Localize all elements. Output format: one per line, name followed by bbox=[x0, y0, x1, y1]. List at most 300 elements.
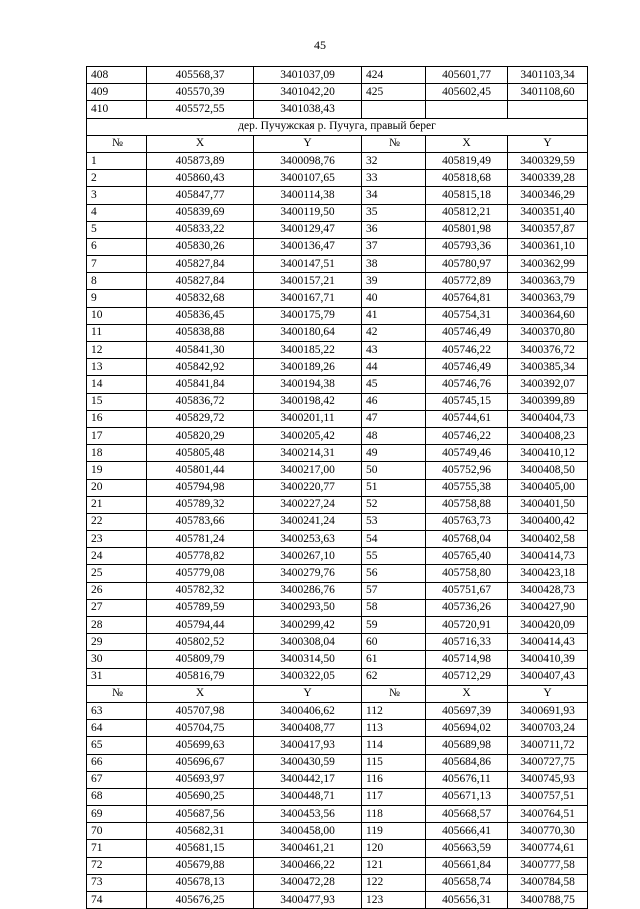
header-point-number: № bbox=[87, 135, 147, 152]
point-number: 17 bbox=[87, 427, 147, 444]
table-row bbox=[87, 273, 588, 290]
x-coordinate: 405696,67 bbox=[147, 754, 254, 771]
x-coordinate: 405816,79 bbox=[147, 668, 254, 685]
x-coordinate: 405860,43 bbox=[147, 170, 254, 187]
y-coordinate: 3400764,51 bbox=[508, 806, 588, 823]
y-coordinate: 3400401,50 bbox=[508, 496, 588, 513]
x-coordinate: 405841,30 bbox=[147, 342, 254, 359]
y-coordinate: 3400198,42 bbox=[254, 393, 362, 410]
point-number: 410 bbox=[87, 101, 147, 118]
table-row bbox=[87, 651, 588, 668]
header-point-number: № bbox=[362, 135, 426, 152]
point-number: 42 bbox=[362, 324, 426, 341]
y-coordinate: 3400322,05 bbox=[254, 668, 362, 685]
table-row bbox=[87, 806, 588, 823]
table-row bbox=[87, 788, 588, 805]
y-coordinate: 3400784,58 bbox=[508, 874, 588, 891]
point-number: 8 bbox=[87, 273, 147, 290]
point-number: 34 bbox=[362, 187, 426, 204]
point-number: 7 bbox=[87, 256, 147, 273]
y-coordinate: 3400098,76 bbox=[254, 152, 362, 169]
x-coordinate: 405712,29 bbox=[426, 668, 508, 685]
x-coordinate: 405746,49 bbox=[426, 359, 508, 376]
x-coordinate: 405681,15 bbox=[147, 840, 254, 857]
point-number: 52 bbox=[362, 496, 426, 513]
x-coordinate: 405794,44 bbox=[147, 617, 254, 634]
table-row bbox=[87, 101, 588, 118]
y-coordinate: 3400427,90 bbox=[508, 599, 588, 616]
y-coordinate: 3400410,39 bbox=[508, 651, 588, 668]
x-coordinate: 405671,13 bbox=[426, 788, 508, 805]
table-row bbox=[87, 702, 588, 719]
x-coordinate: 405819,49 bbox=[426, 152, 508, 169]
table-row bbox=[87, 720, 588, 737]
point-number: 23 bbox=[87, 531, 147, 548]
x-coordinate: 405720,91 bbox=[426, 617, 508, 634]
x-coordinate: 405764,81 bbox=[426, 290, 508, 307]
y-coordinate: 3400267,10 bbox=[254, 548, 362, 565]
x-coordinate: 405836,45 bbox=[147, 307, 254, 324]
header-y-coordinate: Y bbox=[254, 135, 362, 152]
point-number: 67 bbox=[87, 771, 147, 788]
table-row bbox=[87, 565, 588, 582]
table-row bbox=[87, 892, 588, 909]
point-number: 9 bbox=[87, 290, 147, 307]
y-coordinate: 3400205,42 bbox=[254, 427, 362, 444]
point-number: 73 bbox=[87, 874, 147, 891]
y-coordinate: 3400405,00 bbox=[508, 479, 588, 496]
x-coordinate: 405668,57 bbox=[426, 806, 508, 823]
point-number: 10 bbox=[87, 307, 147, 324]
x-coordinate: 405833,22 bbox=[147, 221, 254, 238]
point-number: 18 bbox=[87, 445, 147, 462]
y-coordinate: 3400408,77 bbox=[254, 720, 362, 737]
y-coordinate: 3400408,23 bbox=[508, 427, 588, 444]
point-number: 32 bbox=[362, 152, 426, 169]
x-coordinate: 405847,77 bbox=[147, 187, 254, 204]
point-number: 16 bbox=[87, 410, 147, 427]
point-number: 21 bbox=[87, 496, 147, 513]
y-coordinate: 3400286,76 bbox=[254, 582, 362, 599]
point-number: 30 bbox=[87, 651, 147, 668]
table-row bbox=[87, 496, 588, 513]
point-number: 6 bbox=[87, 238, 147, 255]
point-number: 68 bbox=[87, 788, 147, 805]
y-coordinate: 3400453,56 bbox=[254, 806, 362, 823]
point-number: 65 bbox=[87, 737, 147, 754]
y-coordinate: 3400414,73 bbox=[508, 548, 588, 565]
x-coordinate: 405682,31 bbox=[147, 823, 254, 840]
y-coordinate: 3400147,51 bbox=[254, 256, 362, 273]
y-coordinate: 3400357,87 bbox=[508, 221, 588, 238]
coordinates-table bbox=[86, 66, 588, 909]
table-row bbox=[87, 445, 588, 462]
y-coordinate: 3400119,50 bbox=[254, 204, 362, 221]
x-coordinate: 405781,24 bbox=[147, 531, 254, 548]
point-number bbox=[362, 101, 426, 118]
point-number: 15 bbox=[87, 393, 147, 410]
y-coordinate: 3400308,04 bbox=[254, 634, 362, 651]
x-coordinate: 405676,25 bbox=[147, 892, 254, 909]
y-coordinate: 3400363,79 bbox=[508, 273, 588, 290]
point-number: 3 bbox=[87, 187, 147, 204]
x-coordinate: 405744,61 bbox=[426, 410, 508, 427]
y-coordinate: 3400185,22 bbox=[254, 342, 362, 359]
x-coordinate: 405818,68 bbox=[426, 170, 508, 187]
y-coordinate: 3400279,76 bbox=[254, 565, 362, 582]
y-coordinate: 3401108,60 bbox=[508, 84, 588, 101]
point-number: 57 bbox=[362, 582, 426, 599]
point-number: 36 bbox=[362, 221, 426, 238]
table-row bbox=[87, 67, 588, 84]
x-coordinate: 405745,15 bbox=[426, 393, 508, 410]
y-coordinate: 3400408,50 bbox=[508, 462, 588, 479]
point-number: 14 bbox=[87, 376, 147, 393]
x-coordinate: 405746,22 bbox=[426, 427, 508, 444]
point-number: 119 bbox=[362, 823, 426, 840]
point-number: 56 bbox=[362, 565, 426, 582]
y-coordinate: 3400370,80 bbox=[508, 324, 588, 341]
y-coordinate: 3401037,09 bbox=[254, 67, 362, 84]
x-coordinate: 405751,67 bbox=[426, 582, 508, 599]
x-coordinate: 405663,59 bbox=[426, 840, 508, 857]
table-row bbox=[87, 84, 588, 101]
y-coordinate: 3400217,00 bbox=[254, 462, 362, 479]
point-number: 5 bbox=[87, 221, 147, 238]
point-number: 116 bbox=[362, 771, 426, 788]
y-coordinate: 3400376,72 bbox=[508, 342, 588, 359]
header-point-number: № bbox=[87, 685, 147, 702]
y-coordinate bbox=[508, 101, 588, 118]
y-coordinate: 3400189,26 bbox=[254, 359, 362, 376]
x-coordinate: 405827,84 bbox=[147, 273, 254, 290]
x-coordinate: 405714,98 bbox=[426, 651, 508, 668]
y-coordinate: 3400461,21 bbox=[254, 840, 362, 857]
section-title-row bbox=[87, 118, 588, 135]
x-coordinate: 405601,77 bbox=[426, 67, 508, 84]
x-coordinate: 405829,72 bbox=[147, 410, 254, 427]
x-coordinate: 405794,98 bbox=[147, 479, 254, 496]
point-number: 35 bbox=[362, 204, 426, 221]
point-number: 112 bbox=[362, 702, 426, 719]
table-row bbox=[87, 634, 588, 651]
point-number: 49 bbox=[362, 445, 426, 462]
table-row bbox=[87, 256, 588, 273]
point-number: 120 bbox=[362, 840, 426, 857]
x-coordinate: 405768,04 bbox=[426, 531, 508, 548]
y-coordinate: 3400430,59 bbox=[254, 754, 362, 771]
x-coordinate: 405839,69 bbox=[147, 204, 254, 221]
table-row bbox=[87, 290, 588, 307]
x-coordinate: 405783,66 bbox=[147, 513, 254, 530]
x-coordinate: 405801,44 bbox=[147, 462, 254, 479]
header-y-coordinate: Y bbox=[508, 135, 588, 152]
y-coordinate: 3400351,40 bbox=[508, 204, 588, 221]
x-coordinate: 405746,76 bbox=[426, 376, 508, 393]
point-number: 31 bbox=[87, 668, 147, 685]
point-number: 59 bbox=[362, 617, 426, 634]
x-coordinate: 405572,55 bbox=[147, 101, 254, 118]
table-row bbox=[87, 617, 588, 634]
y-coordinate: 3400346,29 bbox=[508, 187, 588, 204]
x-coordinate: 405779,08 bbox=[147, 565, 254, 582]
table-row bbox=[87, 531, 588, 548]
x-coordinate: 405838,88 bbox=[147, 324, 254, 341]
point-number: 121 bbox=[362, 857, 426, 874]
x-coordinate: 405841,84 bbox=[147, 376, 254, 393]
point-number: 69 bbox=[87, 806, 147, 823]
point-number: 45 bbox=[362, 376, 426, 393]
point-number: 62 bbox=[362, 668, 426, 685]
x-coordinate: 405778,82 bbox=[147, 548, 254, 565]
point-number: 13 bbox=[87, 359, 147, 376]
table-row bbox=[87, 204, 588, 221]
y-coordinate: 3400136,47 bbox=[254, 238, 362, 255]
y-coordinate: 3400410,12 bbox=[508, 445, 588, 462]
y-coordinate: 3400385,34 bbox=[508, 359, 588, 376]
table-row bbox=[87, 187, 588, 204]
y-coordinate: 3400466,22 bbox=[254, 857, 362, 874]
x-coordinate: 405746,49 bbox=[426, 324, 508, 341]
point-number: 28 bbox=[87, 617, 147, 634]
x-coordinate: 405802,52 bbox=[147, 634, 254, 651]
point-number: 24 bbox=[87, 548, 147, 565]
table-row bbox=[87, 307, 588, 324]
y-coordinate: 3400691,93 bbox=[508, 702, 588, 719]
point-number: 43 bbox=[362, 342, 426, 359]
x-coordinate: 405789,59 bbox=[147, 599, 254, 616]
point-number: 74 bbox=[87, 892, 147, 909]
x-coordinate: 405793,36 bbox=[426, 238, 508, 255]
x-coordinate: 405676,11 bbox=[426, 771, 508, 788]
x-coordinate: 405780,97 bbox=[426, 256, 508, 273]
point-number: 25 bbox=[87, 565, 147, 582]
x-coordinate: 405758,80 bbox=[426, 565, 508, 582]
table-row bbox=[87, 152, 588, 169]
point-number: 408 bbox=[87, 67, 147, 84]
x-coordinate bbox=[426, 101, 508, 118]
table-row bbox=[87, 376, 588, 393]
point-number: 29 bbox=[87, 634, 147, 651]
y-coordinate: 3400329,59 bbox=[508, 152, 588, 169]
x-coordinate: 405801,98 bbox=[426, 221, 508, 238]
point-number: 115 bbox=[362, 754, 426, 771]
y-coordinate: 3400745,93 bbox=[508, 771, 588, 788]
x-coordinate: 405809,79 bbox=[147, 651, 254, 668]
table-row bbox=[87, 737, 588, 754]
y-coordinate: 3400314,50 bbox=[254, 651, 362, 668]
x-coordinate: 405805,48 bbox=[147, 445, 254, 462]
table-row bbox=[87, 668, 588, 685]
point-number: 123 bbox=[362, 892, 426, 909]
point-number: 424 bbox=[362, 67, 426, 84]
point-number: 26 bbox=[87, 582, 147, 599]
y-coordinate: 3400293,50 bbox=[254, 599, 362, 616]
y-coordinate: 3400407,43 bbox=[508, 668, 588, 685]
x-coordinate: 405736,26 bbox=[426, 599, 508, 616]
point-number: 55 bbox=[362, 548, 426, 565]
table-row bbox=[87, 342, 588, 359]
point-number: 41 bbox=[362, 307, 426, 324]
point-number: 72 bbox=[87, 857, 147, 874]
point-number: 58 bbox=[362, 599, 426, 616]
x-coordinate: 405684,86 bbox=[426, 754, 508, 771]
x-coordinate: 405716,33 bbox=[426, 634, 508, 651]
table-row bbox=[87, 582, 588, 599]
y-coordinate: 3400157,21 bbox=[254, 273, 362, 290]
x-coordinate: 405873,89 bbox=[147, 152, 254, 169]
header-x-coordinate: X bbox=[426, 685, 508, 702]
point-number: 22 bbox=[87, 513, 147, 530]
point-number: 4 bbox=[87, 204, 147, 221]
y-coordinate: 3400428,73 bbox=[508, 582, 588, 599]
table-row bbox=[87, 410, 588, 427]
point-number: 117 bbox=[362, 788, 426, 805]
point-number: 70 bbox=[87, 823, 147, 840]
table-row bbox=[87, 324, 588, 341]
y-coordinate: 3400107,65 bbox=[254, 170, 362, 187]
y-coordinate: 3400167,71 bbox=[254, 290, 362, 307]
y-coordinate: 3400774,61 bbox=[508, 840, 588, 857]
table-row bbox=[87, 840, 588, 857]
header-x-coordinate: X bbox=[147, 685, 254, 702]
point-number: 425 bbox=[362, 84, 426, 101]
table-row bbox=[87, 170, 588, 187]
table-row bbox=[87, 548, 588, 565]
x-coordinate: 405746,22 bbox=[426, 342, 508, 359]
point-number: 39 bbox=[362, 273, 426, 290]
point-number: 37 bbox=[362, 238, 426, 255]
x-coordinate: 405812,21 bbox=[426, 204, 508, 221]
x-coordinate: 405836,72 bbox=[147, 393, 254, 410]
y-coordinate: 3401103,34 bbox=[508, 67, 588, 84]
y-coordinate: 3400448,71 bbox=[254, 788, 362, 805]
table-row bbox=[87, 823, 588, 840]
x-coordinate: 405772,89 bbox=[426, 273, 508, 290]
table-row bbox=[87, 393, 588, 410]
x-coordinate: 405842,92 bbox=[147, 359, 254, 376]
y-coordinate: 3400777,58 bbox=[508, 857, 588, 874]
point-number: 54 bbox=[362, 531, 426, 548]
y-coordinate: 3400472,28 bbox=[254, 874, 362, 891]
x-coordinate: 405820,29 bbox=[147, 427, 254, 444]
header-y-coordinate: Y bbox=[508, 685, 588, 702]
y-coordinate: 3400406,62 bbox=[254, 702, 362, 719]
point-number: 33 bbox=[362, 170, 426, 187]
x-coordinate: 405689,98 bbox=[426, 737, 508, 754]
y-coordinate: 3400364,60 bbox=[508, 307, 588, 324]
y-coordinate: 3400339,28 bbox=[508, 170, 588, 187]
x-coordinate: 405690,25 bbox=[147, 788, 254, 805]
header-x-coordinate: X bbox=[147, 135, 254, 152]
y-coordinate: 3400175,79 bbox=[254, 307, 362, 324]
x-coordinate: 405697,39 bbox=[426, 702, 508, 719]
y-coordinate: 3400417,93 bbox=[254, 737, 362, 754]
header-y-coordinate: Y bbox=[254, 685, 362, 702]
point-number: 20 bbox=[87, 479, 147, 496]
x-coordinate: 405752,96 bbox=[426, 462, 508, 479]
y-coordinate: 3400788,75 bbox=[508, 892, 588, 909]
point-number: 50 bbox=[362, 462, 426, 479]
table-row bbox=[87, 427, 588, 444]
y-coordinate: 3400414,43 bbox=[508, 634, 588, 651]
y-coordinate: 3400299,42 bbox=[254, 617, 362, 634]
x-coordinate: 405704,75 bbox=[147, 720, 254, 737]
point-number: 48 bbox=[362, 427, 426, 444]
x-coordinate: 405758,88 bbox=[426, 496, 508, 513]
point-number: 63 bbox=[87, 702, 147, 719]
table-row bbox=[87, 462, 588, 479]
point-number: 71 bbox=[87, 840, 147, 857]
y-coordinate: 3400194,38 bbox=[254, 376, 362, 393]
y-coordinate: 3400362,99 bbox=[508, 256, 588, 273]
y-coordinate: 3400114,38 bbox=[254, 187, 362, 204]
y-coordinate: 3401038,43 bbox=[254, 101, 362, 118]
x-coordinate: 405755,38 bbox=[426, 479, 508, 496]
header-x-coordinate: X bbox=[426, 135, 508, 152]
point-number: 47 bbox=[362, 410, 426, 427]
x-coordinate: 405815,18 bbox=[426, 187, 508, 204]
y-coordinate: 3400214,31 bbox=[254, 445, 362, 462]
x-coordinate: 405694,02 bbox=[426, 720, 508, 737]
y-coordinate: 3400220,77 bbox=[254, 479, 362, 496]
point-number: 66 bbox=[87, 754, 147, 771]
point-number: 118 bbox=[362, 806, 426, 823]
y-coordinate: 3400423,18 bbox=[508, 565, 588, 582]
table-row bbox=[87, 771, 588, 788]
point-number: 2 bbox=[87, 170, 147, 187]
x-coordinate: 405678,13 bbox=[147, 874, 254, 891]
section-title: дер. Пучужская р. Пучуга, правый берег bbox=[87, 118, 588, 135]
point-number: 46 bbox=[362, 393, 426, 410]
x-coordinate: 405656,31 bbox=[426, 892, 508, 909]
table-header-row bbox=[87, 685, 588, 702]
y-coordinate: 3400227,24 bbox=[254, 496, 362, 513]
y-coordinate: 3400442,17 bbox=[254, 771, 362, 788]
point-number: 12 bbox=[87, 342, 147, 359]
point-number: 11 bbox=[87, 324, 147, 341]
y-coordinate: 3400711,72 bbox=[508, 737, 588, 754]
x-coordinate: 405661,84 bbox=[426, 857, 508, 874]
point-number: 38 bbox=[362, 256, 426, 273]
point-number: 53 bbox=[362, 513, 426, 530]
y-coordinate: 3400770,30 bbox=[508, 823, 588, 840]
table-header-row bbox=[87, 135, 588, 152]
table-row bbox=[87, 359, 588, 376]
y-coordinate: 3400757,51 bbox=[508, 788, 588, 805]
y-coordinate: 3400361,10 bbox=[508, 238, 588, 255]
table-row bbox=[87, 479, 588, 496]
point-number: 113 bbox=[362, 720, 426, 737]
point-number: 122 bbox=[362, 874, 426, 891]
x-coordinate: 405602,45 bbox=[426, 84, 508, 101]
y-coordinate: 3400404,73 bbox=[508, 410, 588, 427]
y-coordinate: 3400402,58 bbox=[508, 531, 588, 548]
x-coordinate: 405699,63 bbox=[147, 737, 254, 754]
y-coordinate: 3400420,09 bbox=[508, 617, 588, 634]
x-coordinate: 405827,84 bbox=[147, 256, 254, 273]
point-number: 114 bbox=[362, 737, 426, 754]
x-coordinate: 405754,31 bbox=[426, 307, 508, 324]
y-coordinate: 3400363,79 bbox=[508, 290, 588, 307]
x-coordinate: 405763,73 bbox=[426, 513, 508, 530]
y-coordinate: 3400253,63 bbox=[254, 531, 362, 548]
page-number: 45 bbox=[314, 38, 326, 52]
point-number: 64 bbox=[87, 720, 147, 737]
y-coordinate: 3400241,24 bbox=[254, 513, 362, 530]
x-coordinate: 405789,32 bbox=[147, 496, 254, 513]
table-row bbox=[87, 599, 588, 616]
